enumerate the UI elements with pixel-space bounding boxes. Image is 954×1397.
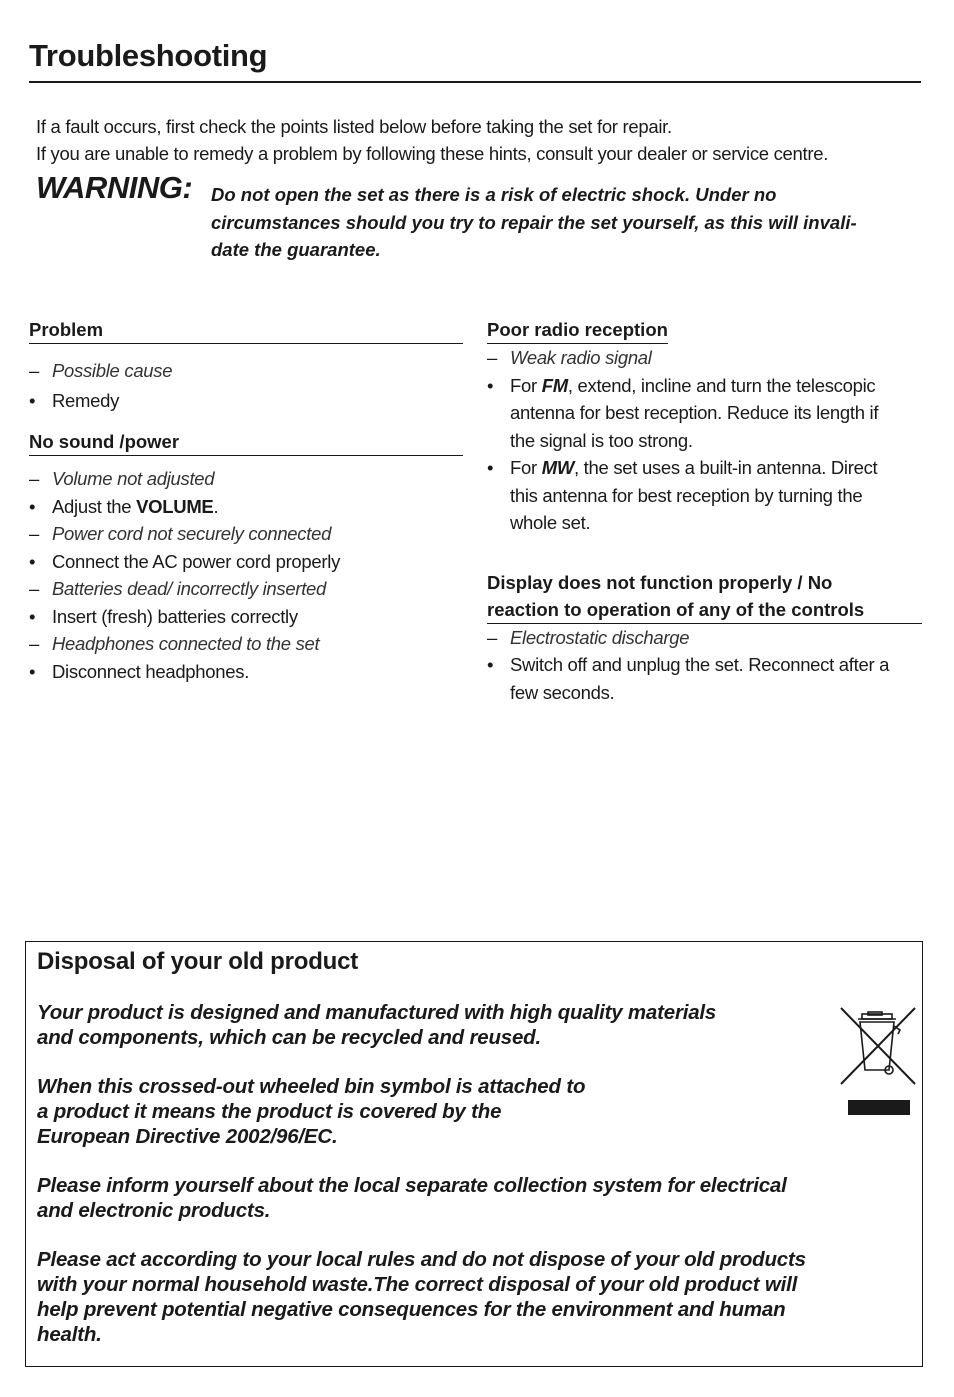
cause-item: [487, 344, 922, 372]
cause-item: [29, 520, 463, 548]
bullet-mark: •: [487, 374, 494, 396]
legend-remedy: [29, 387, 463, 415]
legend-heading-text: Problem: [29, 319, 104, 340]
bullet-mark: •: [29, 389, 36, 411]
remedy-text: Disconnect headphones.: [52, 660, 250, 682]
disposal-paragraph: [37, 1074, 585, 1149]
cause-item: [29, 630, 463, 658]
display-heading-line: Display does not function properly / No: [487, 571, 833, 593]
mw-band-label: MW: [541, 457, 574, 478]
dash-mark: –: [29, 578, 39, 599]
no-sound-list: [29, 465, 463, 685]
remedy-line: Switch off and unplug the set. Reconnect after a: [510, 654, 890, 675]
bullet-mark: •: [29, 605, 36, 627]
legend-cause-text: Possible cause: [52, 360, 173, 381]
warning-text: [211, 181, 921, 264]
disposal-line: a product it means the product is covered by the: [37, 1100, 502, 1123]
remedy-item: [29, 658, 463, 686]
disposal-line: help prevent potential negative consequences for the environment and human: [37, 1298, 786, 1321]
remedy-line: this antenna for best reception by turning the: [510, 484, 863, 506]
disposal-line: Your product is designed and manufactured with high quality materials: [37, 1001, 717, 1024]
bullet-mark: •: [29, 495, 36, 517]
disposal-paragraph: [37, 1247, 806, 1347]
remedy-line: the signal is too strong.: [510, 429, 693, 451]
legend-cause: [29, 357, 463, 385]
dash-mark: –: [29, 633, 39, 654]
remedy-text: , the set uses a built-in antenna. Direct: [573, 457, 878, 478]
disposal-box: [25, 941, 923, 1367]
crossed-out-wheeled-bin-icon: [838, 1004, 918, 1116]
radio-heading: [487, 316, 668, 344]
bullet-mark: •: [29, 660, 36, 682]
page-title: Troubleshooting: [29, 38, 268, 73]
display-heading-line: reaction to operation of any of the controls: [487, 598, 865, 620]
warning-line: circumstances should you try to repair the set yourself, as this will invali-: [211, 211, 857, 233]
warning-line: date the guarantee.: [211, 239, 381, 260]
intro-line: If a fault occurs, first check the points listed below before taking the set for repair.: [36, 116, 672, 137]
left-column: [29, 316, 463, 685]
display-heading: [487, 569, 922, 624]
remedy-text: For: [510, 457, 542, 478]
bullet-mark: •: [487, 654, 494, 675]
remedy-text: For: [510, 374, 542, 396]
bullet-mark: •: [487, 457, 494, 478]
legend-heading: [29, 316, 463, 344]
remedy-text: Insert (fresh) batteries correctly: [52, 605, 298, 627]
disposal-line: European Directive 2002/96/EC.: [37, 1125, 338, 1148]
cause-item: [487, 624, 922, 652]
disposal-line: and electronic products.: [37, 1199, 271, 1222]
volume-control-name: VOLUME: [136, 495, 214, 517]
intro-line: If you are unable to remedy a problem by following these hints, consult your dealer or service centre.: [36, 143, 829, 164]
disposal-title: Disposal of your old product: [37, 948, 359, 975]
remedy-line: antenna for best reception. Reduce its length if: [510, 402, 879, 423]
disposal-line: health.: [37, 1323, 102, 1346]
warning-label: WARNING:: [36, 170, 193, 205]
dash-mark: –: [29, 523, 39, 544]
disposal-paragraph: [37, 1000, 716, 1050]
remedy-text: , extend, incline and turn the telescopic: [567, 374, 876, 396]
disposal-line: with your normal household waste.The correct disposal of your old product will: [37, 1273, 798, 1296]
cause-text: Batteries dead/ incorrectly inserted: [52, 578, 327, 599]
cause-text: Power cord not securely connected: [52, 523, 332, 544]
remedy-item: [29, 548, 463, 576]
fm-band-label: FM: [541, 374, 568, 396]
disposal-line: When this crossed-out wheeled bin symbol is attached to: [37, 1075, 586, 1098]
remedy-item: [29, 493, 463, 521]
radio-heading-text: Poor radio reception: [487, 319, 668, 340]
intro: [36, 113, 916, 167]
dash-mark: –: [29, 468, 39, 489]
dash-mark: –: [487, 626, 497, 648]
warning-line: Do not open the set as there is a risk of electric shock. Under no: [211, 184, 777, 205]
bullet-mark: •: [29, 550, 36, 572]
remedy-item-mw: [487, 454, 922, 537]
remedy-text: Connect the AC power cord properly: [52, 550, 341, 572]
cause-text: Headphones connected to the set: [52, 633, 320, 654]
remedy-item-fm: [487, 372, 922, 455]
disposal-line: Please act according to your local rules and do not dispose of your old products: [37, 1248, 806, 1271]
remedy-line: few seconds.: [510, 681, 615, 703]
disposal-line: and components, which can be recycled and reused.: [37, 1026, 541, 1049]
remedy-item: [29, 603, 463, 631]
no-sound-heading: [29, 428, 463, 456]
cause-item: [29, 465, 463, 493]
cause-text: Electrostatic discharge: [510, 626, 690, 648]
dash-mark: –: [29, 360, 39, 381]
remedy-text: Adjust the: [52, 495, 137, 517]
dash-mark: –: [487, 347, 497, 368]
cause-text: Weak radio signal: [510, 347, 652, 368]
disposal-paragraph: [37, 1173, 787, 1223]
cause-item: [29, 575, 463, 603]
remedy-item: [487, 651, 922, 706]
cause-text: Volume not adjusted: [52, 468, 215, 489]
remedy-line: whole set.: [510, 512, 591, 533]
remedy-text-end: .: [213, 495, 219, 517]
right-column: [487, 316, 922, 706]
legend-remedy-text: Remedy: [52, 389, 120, 411]
title-rule: [29, 81, 921, 83]
no-sound-heading-text: No sound /power: [29, 431, 180, 452]
disposal-line: Please inform yourself about the local separate collection system for electrical: [37, 1174, 787, 1197]
